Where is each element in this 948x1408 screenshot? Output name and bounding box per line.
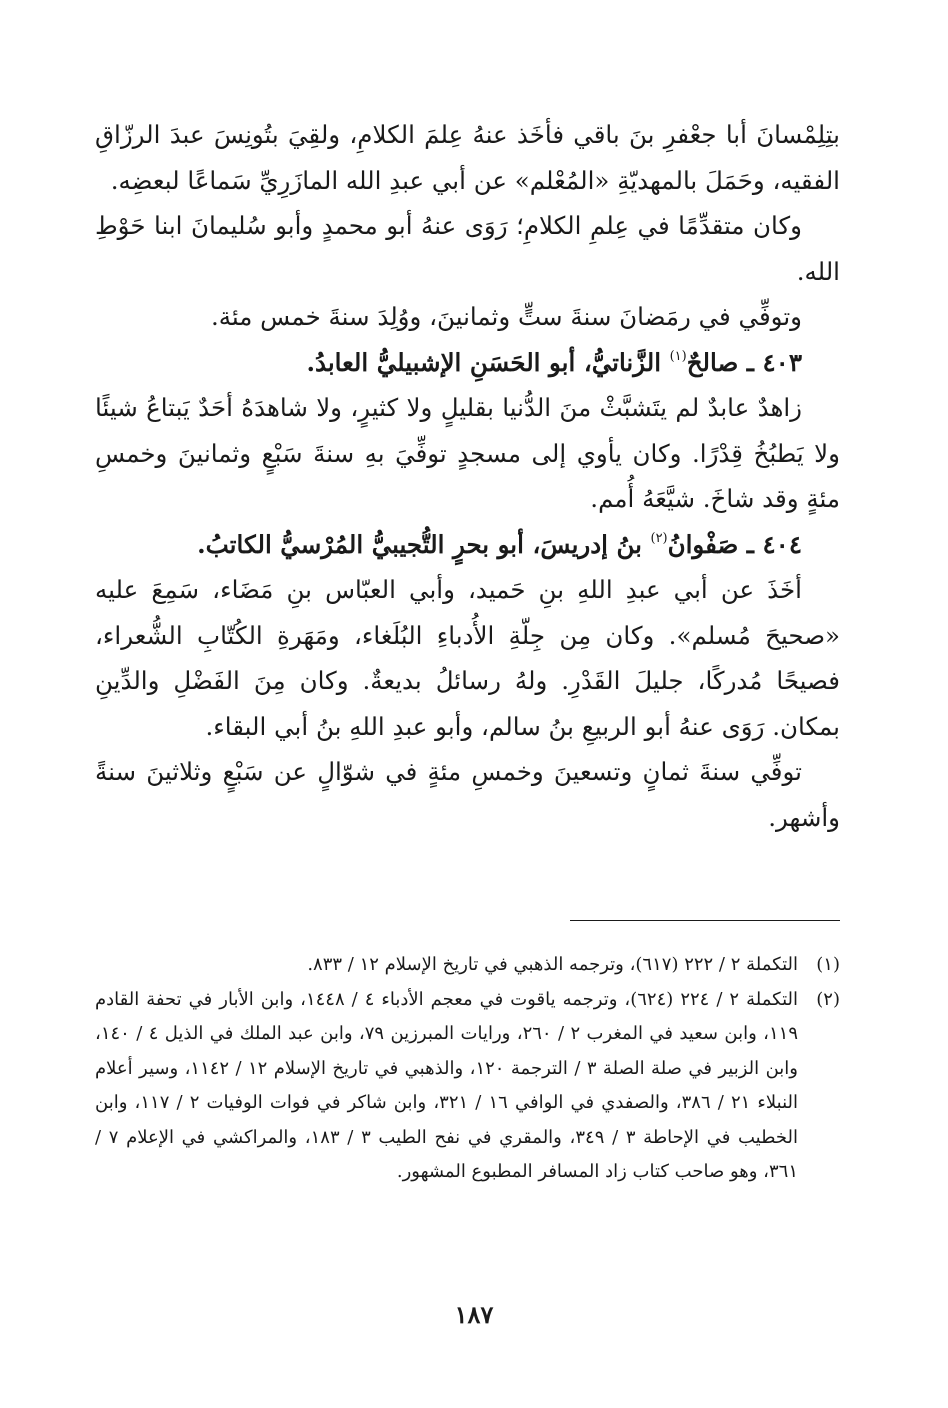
footnote-item <box>95 948 840 983</box>
paragraph: وتوفِّي في رمَضانَ سنةَ ستٍّ وثمانينَ، ووُلِدَ سنةَ خمس مئة. <box>210 302 802 331</box>
footnote-divider <box>570 920 840 921</box>
footnote-ref[interactable]: (٢) <box>650 530 668 546</box>
paragraph: وكان متقدِّمًا في عِلمِ الكلامِ؛ رَوَى عنهُ أبو محمدٍ وأبو سُليمانَ ابنا حَوْطِ الله. <box>95 211 840 286</box>
page-number: ١٨٧ <box>454 1300 494 1329</box>
footnote-number: (١) <box>816 954 840 975</box>
main-text <box>95 112 840 840</box>
footnote-text: التكملة ٢ / ٢٢٤ (٦٢٤)، وترجمه ياقوت في معجم الأدباء ٤ / ١٤٤٨، وابن الأبار في تحفة القادم ١١٩، وابن سعيد في المغرب ٢ / ٢٦٠، ورايات المبرزين ٧٩، وابن عبد الملك في الذيل ٤ / ١٤٠، وابن الزبير في صلة الصلة ٣ / الترجمة ١٢٠، والذهبي في تاريخ الإسلام ١٢ / ١١٤٢، وسير أعلام النبلاء ٢١ / ٣٨٦، والصفدي في الوافي ١٦ / ٣٢١، وابن شاكر في فوات الوفيات ٢ / ١١٧، وابن الخطيب في الإحاطة ٣ / ٣٤٩، والمقري في نفح الطيب ٣ / ١٨٣، والمراكشي في الإعلام ٧ / ٣٦١، وهو صاحب كتاب زاد المسافر المطبوع المشهور. <box>95 988 798 1182</box>
entry-heading-name: بنُ إدريسَ، أبو بحرٍ التُّجيبيُّ المُرْسيُّ الكاتبُ. <box>197 529 651 559</box>
footnote-text: التكملة ٢ / ٢٢٢ (٦١٧)، وترجمه الذهبي في تاريخ الإسلام ١٢ / ٨٣٣. <box>307 954 798 975</box>
footnote-item <box>95 983 840 1190</box>
entry-body-404: توفِّي سنةَ ثمانٍ وتسعينَ وخمسِ مئةٍ في شوّالٍ عن سَبْعٍ وثلاثينَ سنةً وأشهر. <box>95 757 840 832</box>
entry-body-404: أخَذَ عن أبي عبدِ اللهِ بنِ حَميد، وأبي العبّاس بنِ مَضَاء، سَمِعَ عليه «صحيحَ مُسلم». وكان مِن جِلّةِ الأُدباءِ البُلَغاء، ومَهَرةِ الكُتّابِ الشُّعراء، فصيحًا مُدركًا، جليلَ القَدْرِ. ولهُ رسائلُ بديعةٌ. وكان مِنَ الفَضْلِ والدِّينِ بمكان. رَوَى عنهُ أبو الربيعِ بنُ سالم، وأبو عبدِ اللهِ بنُ أبي البقاء. <box>95 575 840 741</box>
entry-heading-403 <box>95 340 840 386</box>
entry-heading-404 <box>95 522 840 568</box>
entry-heading-label: ٤٠٣ ـ صالحٌ <box>686 347 802 377</box>
paragraph: بتِلِمْسانَ أبا جعْفرِ بنَ باقي فأخَذ عنهُ عِلمَ الكلامِ، ولقِيَ بتُونِسَ عبدَ الرزّاقِ الفقيه، وحَمَلَ بالمهديّةِ «المُعْلم» عن أبي عبدِ الله المازَرِيِّ سَماعًا لبعضِه. <box>95 120 840 195</box>
entry-heading-label: ٤٠٤ ـ صَفْوانُ <box>667 529 802 559</box>
footnotes <box>95 948 840 1190</box>
footnote-number: (٢) <box>816 988 840 1010</box>
footnote-ref[interactable]: (١) <box>669 348 687 364</box>
entry-heading-name: الزَّناتيُّ، أبو الحَسَنِ الإشبيليُّ العابدُ. <box>306 347 670 377</box>
entry-body-403: زاهدٌ عابدٌ لم يتَشبَّثْ منَ الدُّنيا بقليلٍ ولا كثيرٍ، ولا شاهدَهُ أحَدٌ يَبتاعُ شيئًا ولا يَطبُخُ قِدْرًا. وكان يأوي إلى مسجدٍ توفِّيَ بهِ سنةَ سَبْعٍ وثمانينَ وخمسِ مئةٍ وقد شاخَ. شيَّعَهُ أُمم. <box>95 393 840 513</box>
